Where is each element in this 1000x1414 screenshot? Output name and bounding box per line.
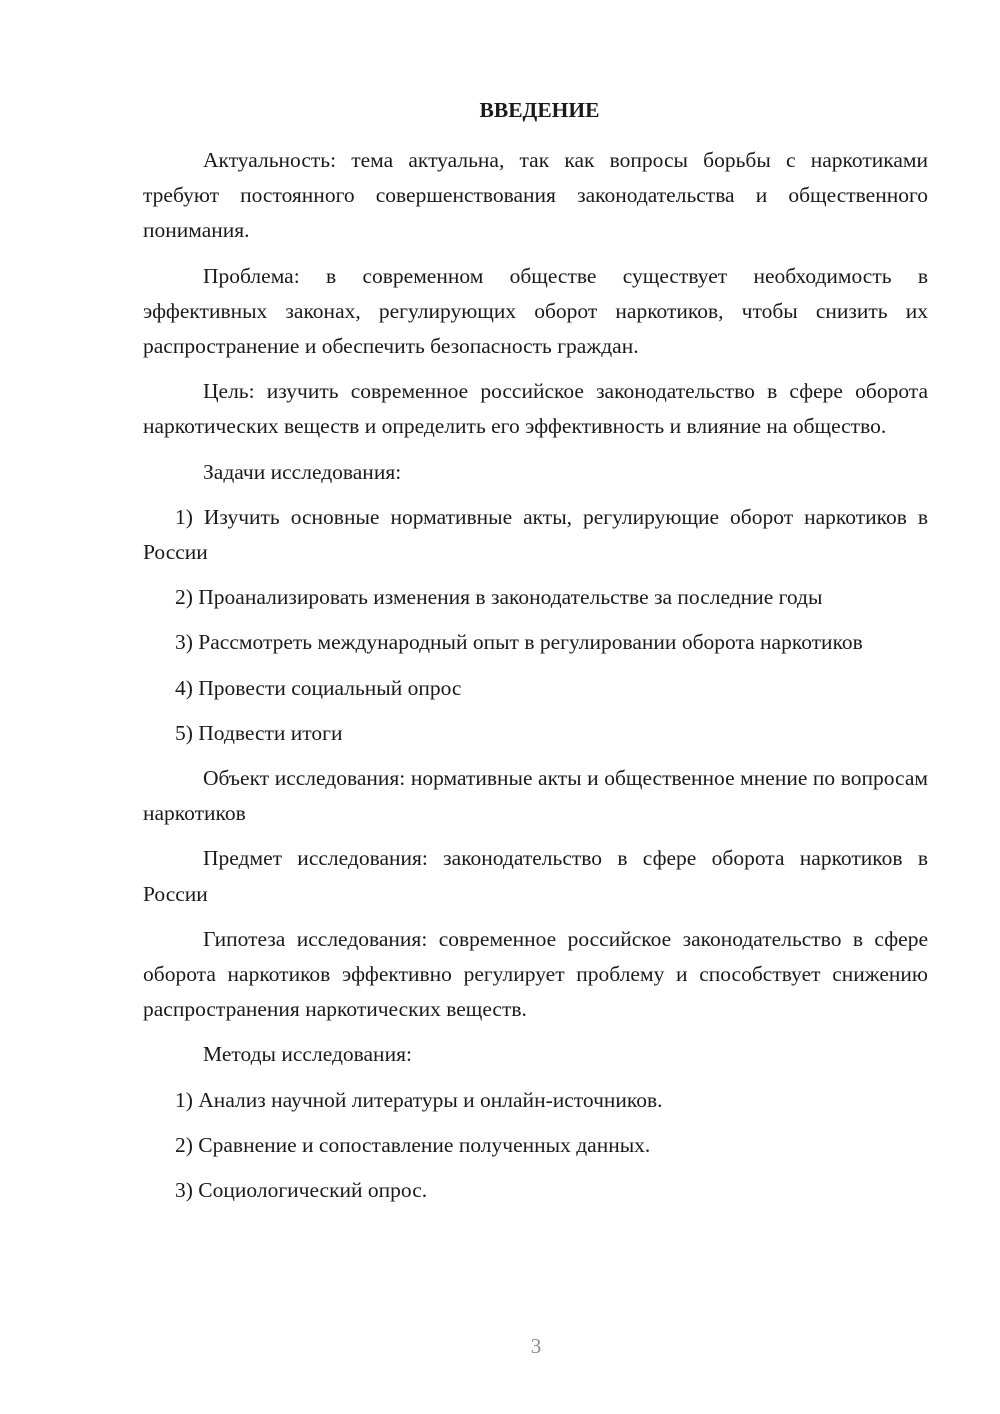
relevance-paragraph: Актуальность: тема актуальна, так как вопросы борьбы с наркотиками требуют постоянного совершенствования законодательства и общественного понимания. — [143, 148, 928, 243]
hypothesis-paragraph: Гипотеза исследования: современное российское законодательство в сфере оборота наркотиков эффективно регулирует проблему и способствует снижению распространения наркотических веществ. — [143, 926, 928, 1022]
methods-heading: Методы исследования: — [203, 1042, 412, 1067]
goal-paragraph: Цель: изучить современное российское законодательство в сфере оборота наркотических веществ и определить его эффективность и влияние на общество. — [143, 379, 928, 439]
task-item-3: 3) Рассмотреть международный опыт в регулировании оборота наркотиков — [175, 630, 863, 655]
tasks-heading: Задачи исследования: — [203, 459, 402, 484]
task-item-2: 2) Проанализировать изменения в законодательстве за последние годы — [175, 585, 823, 610]
object-paragraph: Объект исследования: нормативные акты и общественное мнение по вопросам наркотиков — [143, 766, 928, 826]
page-content — [143, 92, 928, 1218]
method-item-1: 1) Анализ научной литературы и онлайн-источников. — [175, 1087, 663, 1112]
task-item-5: 5) Подвести итоги — [175, 720, 343, 745]
section-title: ВВЕДЕНИЕ — [479, 98, 600, 122]
method-item-2: 2) Сравнение и сопоставление полученных данных. — [175, 1132, 651, 1157]
task-item-4: 4) Провести социальный опрос — [175, 675, 462, 700]
task-item-1: 1) Изучить основные нормативные акты, регулирующие оборот наркотиков в России — [143, 504, 928, 565]
method-item-3: 3) Социологический опрос. — [175, 1178, 428, 1203]
problem-paragraph: Проблема: в современном обществе существует необходимость в эффективных законах, регулирующих оборот наркотиков, чтобы снизить их распространение и обеспечить безопасность граждан. — [143, 263, 928, 359]
subject-paragraph: Предмет исследования: законодательство в сфере оборота наркотиков в России — [143, 846, 928, 906]
page-number: 3 — [530, 1334, 542, 1358]
